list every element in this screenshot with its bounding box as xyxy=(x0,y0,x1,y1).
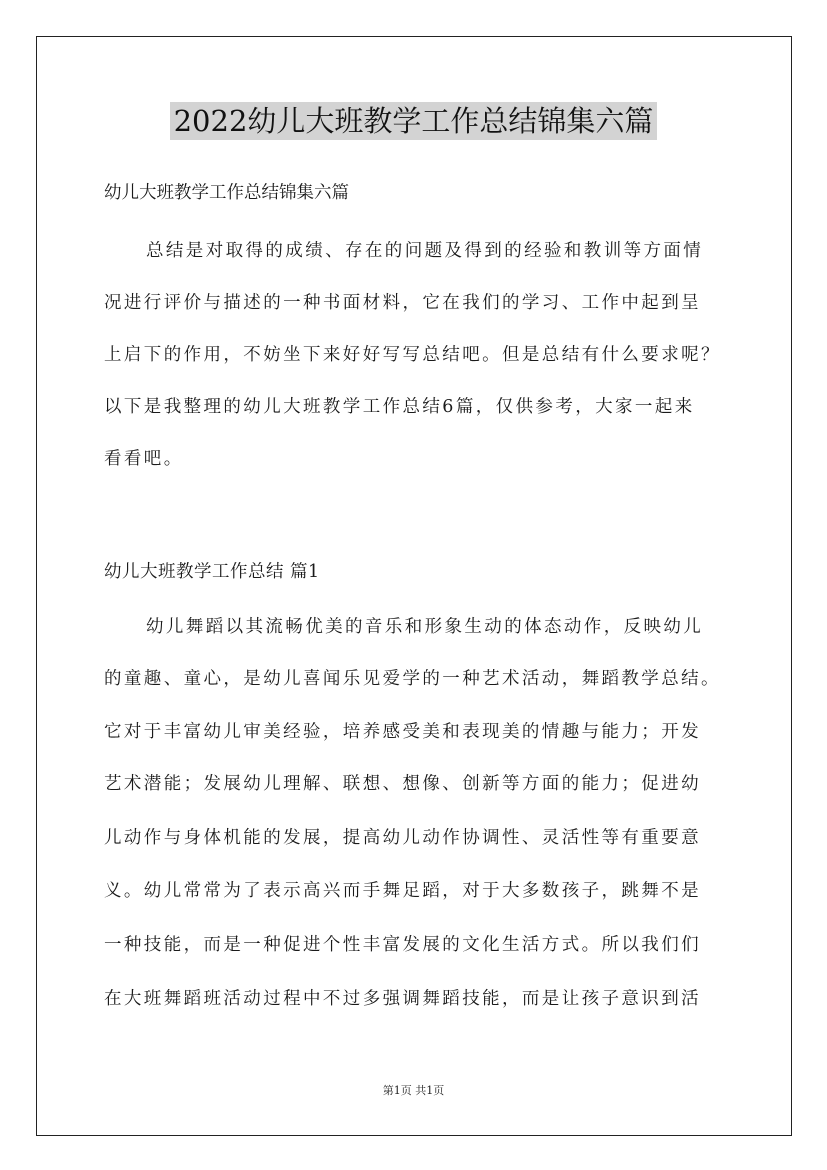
section-line: 一种技能，而是一种促进个性丰富发展的文化生活方式。所以我们们 xyxy=(104,935,701,955)
document-title: 2022幼儿大班教学工作总结锦集六篇 xyxy=(170,102,658,140)
intro-line: 看看吧。 xyxy=(104,449,184,469)
page-footer: 第1页 共1页 xyxy=(382,1084,445,1097)
section-line: 义。幼儿常常为了表示高兴而手舞足蹈，对于大多数孩子，跳舞不是 xyxy=(104,881,701,901)
section-heading: 幼儿大班教学工作总结 篇1 xyxy=(104,562,320,582)
document-subtitle: 幼儿大班教学工作总结锦集六篇 xyxy=(104,183,349,203)
section-line: 幼儿舞蹈以其流畅优美的音乐和形象生动的体态动作，反映幼儿 xyxy=(146,617,704,637)
section-line: 的童趣、童心，是幼儿喜闻乐见爱学的一种艺术活动，舞蹈教学总结。 xyxy=(104,669,721,689)
title-container xyxy=(0,102,827,140)
section-line: 它对于丰富幼儿审美经验，培养感受美和表现美的情趣与能力；开发 xyxy=(104,722,701,742)
intro-line: 以下是我整理的幼儿大班教学工作总结6篇，仅供参考，大家一起来 xyxy=(104,397,695,417)
section-line: 儿动作与身体机能的发展，提高幼儿动作协调性、灵活性等有重要意 xyxy=(104,828,701,848)
intro-line: 总结是对取得的成绩、存在的问题及得到的经验和教训等方面情 xyxy=(146,241,704,261)
intro-line: 上启下的作用，不妨坐下来好好写写总结吧。但是总结有什么要求呢？ xyxy=(104,345,721,365)
section-line: 艺术潜能；发展幼儿理解、联想、想像、创新等方面的能力；促进幼 xyxy=(104,774,701,794)
section-line: 在大班舞蹈班活动过程中不过多强调舞蹈技能，而是让孩子意识到活 xyxy=(104,989,701,1009)
intro-line: 况进行评价与描述的一种书面材料，它在我们的学习、工作中起到呈 xyxy=(104,293,701,313)
